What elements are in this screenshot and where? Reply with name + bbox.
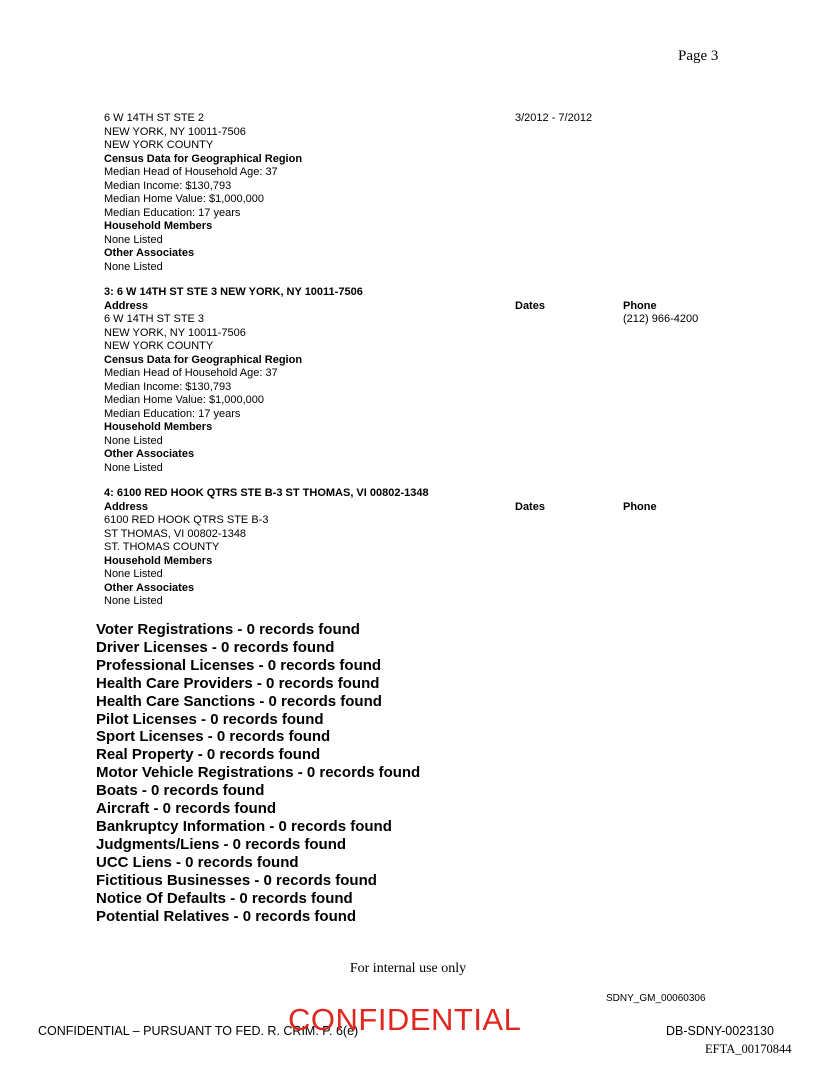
city-line: ST THOMAS, VI 00802-1348 bbox=[104, 527, 247, 540]
associates-value: None Listed bbox=[104, 461, 163, 474]
address-line: 6 W 14TH ST STE 3 bbox=[104, 313, 205, 325]
page-number: Page 3 bbox=[678, 48, 719, 64]
record-bankruptcy-information: Bankruptcy Information - 0 records found bbox=[96, 817, 392, 835]
phone-column-header: Phone bbox=[623, 299, 657, 312]
record-voter-registrations: Voter Registrations - 0 records found bbox=[96, 621, 360, 638]
census-education: Median Education: 17 years bbox=[104, 407, 241, 420]
section-title: 3: 6 W 14TH ST STE 3 NEW YORK, NY 10011-7506 bbox=[104, 286, 363, 298]
record-pilot-licenses: Pilot Licenses - 0 records found bbox=[96, 710, 324, 728]
record-boats: Boats - 0 records found bbox=[96, 782, 265, 800]
city-line: NEW YORK, NY 10011-7506 bbox=[104, 326, 246, 339]
census-income: Median Income: $130,793 bbox=[104, 380, 232, 393]
county-line: NEW YORK COUNTY bbox=[104, 139, 214, 151]
record-notice-of-defaults: Notice Of Defaults - 0 records found bbox=[96, 889, 353, 907]
record-fictitious-businesses: Fictitious Businesses - 0 records found bbox=[96, 871, 377, 889]
census-heading: Census Data for Geographical Region bbox=[104, 152, 303, 165]
associates-heading: Other Associates bbox=[104, 448, 195, 460]
associates-heading: Other Associates bbox=[104, 581, 195, 594]
city-line: NEW YORK, NY 10011-7506 bbox=[104, 125, 246, 138]
household-value: None Listed bbox=[104, 233, 163, 246]
census-age: Median Head of Household Age: 37 bbox=[104, 166, 278, 178]
associates-heading: Other Associates bbox=[104, 247, 195, 259]
county-line: ST. THOMAS COUNTY bbox=[104, 541, 220, 553]
record-aircraft: Aircraft - 0 records found bbox=[96, 800, 277, 818]
record-motor-vehicle-registrations: Motor Vehicle Registrations - 0 records found bbox=[96, 764, 421, 782]
address-line: 6 W 14TH ST STE 2 bbox=[104, 112, 205, 124]
phone-column-header: Phone bbox=[623, 500, 657, 513]
county-line: NEW YORK COUNTY bbox=[104, 340, 214, 352]
address-section-4 bbox=[104, 487, 744, 609]
census-income: Median Income: $130,793 bbox=[104, 179, 232, 192]
household-heading: Household Members bbox=[104, 421, 213, 433]
dates-column-header: Dates bbox=[515, 299, 545, 312]
record-ucc-liens: UCC Liens - 0 records found bbox=[96, 853, 299, 871]
bates-number-gm: SDNY_GM_00060306 bbox=[606, 993, 706, 1004]
census-heading: Census Data for Geographical Region bbox=[104, 353, 303, 366]
records-summary-list bbox=[96, 621, 420, 925]
address-column-header: Address bbox=[104, 500, 149, 513]
address-line: 6100 RED HOOK QTRS STE B-3 bbox=[104, 514, 269, 526]
dates-column-header: Dates bbox=[515, 500, 545, 513]
internal-use-notice: For internal use only bbox=[349, 961, 467, 976]
record-professional-licenses: Professional Licenses - 0 records found bbox=[96, 656, 382, 674]
associates-value: None Listed bbox=[104, 595, 163, 607]
household-value: None Listed bbox=[104, 568, 163, 580]
census-age: Median Head of Household Age: 37 bbox=[104, 367, 278, 379]
record-judgments-liens: Judgments/Liens - 0 records found bbox=[96, 835, 347, 853]
household-heading: Household Members bbox=[104, 554, 213, 567]
record-potential-relatives: Potential Relatives - 0 records found bbox=[96, 907, 357, 925]
record-sport-licenses: Sport Licenses - 0 records found bbox=[96, 728, 331, 746]
dates-value: 3/2012 - 7/2012 bbox=[515, 112, 593, 124]
census-home-value: Median Home Value: $1,000,000 bbox=[104, 394, 265, 406]
record-real-property: Real Property - 0 records found bbox=[96, 746, 321, 764]
record-driver-licenses: Driver Licenses - 0 records found bbox=[96, 638, 335, 656]
address-section-continued bbox=[104, 112, 744, 274]
household-value: None Listed bbox=[104, 434, 163, 447]
confidential-stamp: CONFIDENTIAL bbox=[288, 1002, 522, 1037]
record-health-care-sanctions: Health Care Sanctions - 0 records found bbox=[96, 692, 382, 710]
census-education: Median Education: 17 years bbox=[104, 206, 241, 219]
household-heading: Household Members bbox=[104, 220, 213, 232]
phone-value: (212) 966-4200 bbox=[623, 313, 699, 325]
confidential-notice: CONFIDENTIAL – PURSUANT TO FED. R. CRIM. P. 6(e) bbox=[38, 1024, 359, 1038]
address-column-header: Address bbox=[104, 299, 149, 312]
address-section-3 bbox=[104, 286, 744, 475]
section-title: 4: 6100 RED HOOK QTRS STE B-3 ST THOMAS, VI 00802-1348 bbox=[104, 487, 429, 499]
efta-number: EFTA_00170844 bbox=[705, 1042, 792, 1056]
record-health-care-providers: Health Care Providers - 0 records found bbox=[96, 674, 380, 692]
bates-number-db: DB-SDNY-0023130 bbox=[666, 1024, 774, 1038]
census-home-value: Median Home Value: $1,000,000 bbox=[104, 193, 265, 205]
associates-value: None Listed bbox=[104, 260, 163, 273]
